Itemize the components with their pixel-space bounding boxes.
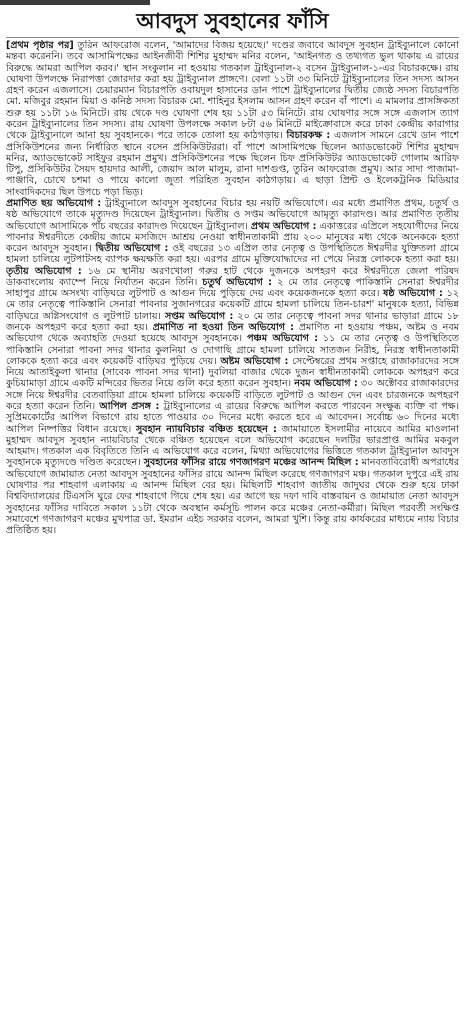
body-text: ১২ মে তার নেতৃত্বে পাকিস্তানি সেনারা পাবনার সুজানগরের কয়েকটি গ্রামে হামলা চালিয়ে তিন-চারশ' মানুষকে হত্যা, বিভিন্ন বাড়িঘরে অগ্নিসংযোগ ও লুটপাট চালায়। <box>6 288 459 322</box>
body-text: তুরিন আফরোজ বলেন, 'আমাদের বিজয় হয়েছে।' দণ্ডের জবাবে আবদুস সুবহান ট্রাইব্যুনালে কোনো মন্তব্য করেননি। তবে আসামিপক্ষের আইনজীবী শিশির মুহাম্মদ মনির বলেন, 'আইনগত ও তথ্যগত ভুল থাকায় এ রায়ের বিরুদ্ধে আমরা আপিল করব।' স্থান সংকুলান না হওয়ায় গতকাল ট্রাইব্যুনাল-২ বসেন ট্রাইব্যুনাল-১-এর বিচারকক্ষে। রায় ঘোষণা উপলক্ষে নিরাপত্তা জোরদার করা হয় ট্রাইব্যুনাল প্রাঙ্গণে। বেলা ১১টা ৩৩ মিনিটে ট্রাইব্যুনালের তিন সদস্য আসন গ্রহণ করেন এজলাসে। চেয়ারম্যান বিচারপতি ওবায়দুল হাসানের ডান পাশে ট্রাইব্যুনালের দ্বিতীয় জ্যেষ্ঠ সদস্য বিচারপতি মো. মজিবুর রহমান মিয়া ও কনিষ্ঠ সদস্য বিচারক মো. শাহিনুর ইসলাম আসন গ্রহণ করেন বাঁ পাশে। এ মামলার প্রাসঙ্গিকতা শুরু হয় ১১টা ১৬ মিনিটে। রায় থেকে দণ্ড ঘোষণা শেষ হয় ১১টা ৫৩ মিনিটে। রায় ঘোষণার সঙ্গে সঙ্গে এজলাস ত্যাগ করেন ট্রাইব্যুনালের তিন সদস্য। রায় ঘোষণা উপলক্ষে সকাল ৮টা ৫৬ মিনিটে মাইক্রোবাসে করে ঢাকা কেন্দ্রীয় কারাগার থেকে ট্রাইব্যুনালে আনা হয় সুবহানকে। পরে তাকে তোলা হয় কাঠগড়ায়। <box>6 40 459 142</box>
body-text: ট্রাইব্যুনালে আবদুস সুবহানের বিচার হয় নয়টি অভিযোগে। এর মধ্যে প্রমাণিত প্রথম, চতুর্থ ও ষষ্ঠ অভিযোগে তাকে মৃত্যুদণ্ড দিয়েছেন ট্রাইব্যুনাল। দ্বিতীয় ও সপ্তম অভিযোগে আমৃত্যু কারাদণ্ড। আর প্রমাণিত তৃতীয় অভিযোগে আসামিকে পাঁচ বছরের কারাদণ্ড দিয়েছেন ট্রাইব্যুনাল। <box>6 197 459 232</box>
body-text: সেপ্টেম্বরের প্রথম সপ্তাহে রাজাকারদের সঙ্গে নিয়ে আতাইকুলা থানার (সাবেক পাবনা সদর থানা) দুবলিয়া বাজার থেকে দুজন স্বাধীনতাকামী লোককে অপহরণ করে কুচিয়ামাড়া গ্রামে একটি মন্দিরের ভিতর নিয়ে গুলি করে হত্যা করেন সুবহান। <box>6 355 459 390</box>
body-text: জামায়াতে ইসলামীর নায়েবে আমির মাওলানা মুহাম্মদ আবদুস সুবহান ন্যায়বিচার থেকে বঞ্চিত হয়েছেন বলে অভিযোগ করেছেন দলটির ভারপ্রাপ্ত আমির মকবুল আহমাদ। গতকাল এক বিবৃতিতে তিনি এ অভিযোগ করে বলেন, মিথ্যা অভিযোগের ভিত্তিতে গতকাল ট্রাইব্যুনাল আবদুস সুবহানকে মৃত্যুদণ্ডে দণ্ডিত করেছেন। <box>6 423 459 469</box>
subheading: নবম অভিযোগ : <box>294 378 358 390</box>
headline-rule <box>6 37 459 38</box>
subheading: প্রথম অভিযোগ : <box>250 220 317 232</box>
subheading: সুবহানের ফাঁসির রায়ে গণজাগরণ মঞ্চের আনন্দ মিছিল : <box>143 457 359 469</box>
body-text: ২ মে তার নেতৃত্বে পাকিস্তানি সেনারা ঈশ্বরদীর সাহাপুর গ্রামে অসংখ্য বাড়িঘরে লুটপাট ও আগুন দিয়ে পুড়িয়ে দেয় এবং কয়েকজনকে হত্যা করে। <box>6 276 459 300</box>
subheading: দ্বিতীয় অভিযোগ : <box>95 243 169 255</box>
subheading: ষষ্ঠ অভিযোগ : <box>383 288 443 300</box>
subheading: [প্রথম পৃষ্ঠার পর] <box>6 40 74 51</box>
subheading: সুবহান ন্যায়বিচার বঞ্চিত হয়েছেন : <box>135 423 277 435</box>
body-text: ওই বছরের ১৩ এপ্রিল তার নেতৃত্ব ও উপস্থিতিতে ঈশ্বরদীর যুক্তিতলা গ্রামে হামলা চালিয়ে লুটপাটসহ ব্যাপক ক্ষয়ক্ষতি করা হয়। এরপর গ্রামে মুক্তিযোদ্ধাদের না পেয়ে নিরস্ত্র লোককে হত্যা করা হয়। <box>6 243 459 266</box>
body-text: প্রমাণিত না হওয়ায় পঞ্চম, অষ্টম ও নবম অভিযোগ থেকে অব্যাহতি দেওয়া হয়েছে আবদুস সুবহানকে। <box>6 322 459 345</box>
subheading: পঞ্চম অভিযোগ : <box>247 333 319 345</box>
body-text: মানবতাবিরোধী অপরাধের অভিযোগে জামায়াত নেতা আবদুস সুবহানের ফাঁসির রায়ে আনন্দ মিছিল করেছে গণজাগরণ মঞ্চ। গতকাল দুপুরে এই রায় ঘোষণার পর শাহবাগ এলাকায় এ আনন্দ মিছিল বের হয়। মিছিলটি শাহবাগ জাতীয় জাদুঘর থেকে শুরু হয়ে ঢাকা বিশ্ববিদ্যালয়ের টিএসসি ঘুরে ফের শাহবাগে গিয়ে শেষ হয়। এর আগে ছয় দফা দাবি বাস্তবায়ন ও জামায়াত নেতা আবদুস সুবহানের ফাঁসির দাবিতে সকাল ১১টা থেকে অবস্থান কর্মসূচি পালন করে মঞ্চের নেতা-কর্মীরা। মিছিল পরবর্তী সংক্ষিপ্ত সমাবেশে গণজাগরণ মঞ্চের মুখপাত্র ডা. ইমরান এইচ সরকার বলেন, আমরা খুশি। কিন্তু রায় কার্যকরের মাধ্যমে ন্যায় বিচার প্রতিষ্ঠিত হয়। <box>6 457 459 537</box>
subheading: আপিল প্রসঙ্গ : <box>99 401 160 412</box>
masthead-strip <box>0 0 150 5</box>
body-text: ট্রাইব্যুনালের এ রায়ের বিরুদ্ধে আপিল করতে পারবেন সংক্ষুব্ধ ব্যক্তি বা পক্ষ। সুপ্রিমকোর্টের আপিল বিভাগে রায় হাতে পাওয়ার ৩০ দিনের মধ্যে করতে হবে এ আবেদন। সর্বোচ্চ ৬০ দিনের মধ্যে আপিল নিষ্পত্তির বিধান রয়েছে। <box>6 401 459 435</box>
subheading: প্রমাণিত ছয় অভিযোগ : <box>6 197 102 209</box>
article-paragraph <box>6 198 459 536</box>
subheading: প্রমাণিত না হওয়া তিন অভিযোগ : <box>152 322 294 334</box>
body-text: ২০ মে তার নেতৃত্বে পাবনা সদর থানার ভাড়ারা গ্রামে ১৮ জনকে অপহরণ করে হত্যা করা হয়। <box>6 310 459 334</box>
subheading: তৃতীয় অভিযোগ : <box>6 265 82 277</box>
headline: আবদুস সুবহানের ফাঁসি <box>136 8 329 33</box>
subheading: অষ্টম অভিযোগ : <box>220 355 289 367</box>
article-paragraph <box>6 40 459 198</box>
body-text: ৩০ অক্টোবর রাজাকারদের সঙ্গে নিয়ে ঈশ্বরদীর বেতবাড়িয়া গ্রামে হামলা চালিয়ে কয়েকটি বাড়িতে লুটপাট ও আগুন দেন এবং চারজনকে অপহরণ করে হত্যা করেন তিনি। <box>6 378 459 412</box>
subheading: বিচারকক্ষ : <box>286 130 331 142</box>
body-text: একাত্তরের এপ্রিলে সহযোগীদের নিয়ে পাবনার ঈশ্বরদীতে কেন্দ্রীয় জামে মসজিদে আশ্রয় নেওয়া স্বাধীনতাকামী প্রায় ২০০ মানুষের মধ্য থেকে অনেককে হত্যা করেন আবদুস সুবহান। <box>6 220 459 255</box>
body-text: এজলাস সামনে রেখে ডান পাশে প্রসিকিউশনের জন্য নির্ধারিত স্থানে বসেন প্রসিকিউটররা। বাঁ পাশে আসামিপক্ষে ছিলেন অ্যাডভোকেট শিশির মুহাম্মদ মনির, অ্যাডভোকেট সাইফুর রহমান প্রমুখ। প্রসিকিউশনের পক্ষে ছিলেন চিফ প্রসিকিউটর অ্যাডভোকেট গোলাম আরিফ টিপু, প্রসিকিউটর সৈয়দ হায়দার আলী, জেয়াদ আল মালুম, রানা দাশগুপ্ত, তুরিন আফরোজ প্রমুখ। আর সাদা পাজামা-পাঞ্জাবি, চোখে চশমা ও পায়ে কালো জুতা পরিহিত সুবহান কাঠগড়ায়। এ ছাড়া প্রিন্ট ও ইলেকট্রনিক মিডিয়ার সাংবাদিকদের ছিল উপচে পড়া ভিড়। <box>6 130 459 198</box>
subheading: সপ্তম অভিযোগ : <box>164 310 234 322</box>
body-text: ১১ মে তার নেতৃত্ব ও উপস্থিতিতে পাকিস্তানি সেনারা পাবনা সদর থানার কুলনিয়া ও দোগাছি গ্রামে হামলা চালিয়ে সাতজন নিরীহ, নিরস্ত্র স্বাধীনতাকামী লোককে হত্যা করে এবং কয়েকটি বাড়িঘর পুড়িয়ে দেয়। <box>6 333 459 367</box>
article-body <box>6 40 459 1028</box>
body-text: ১৬ মে স্থানীয় অরণখোলা গরুর হাট থেকে দুজনকে অপহরণ করে ঈশ্বরদীতে জেলা পরিষদ ডাকবাংলোয় ক্যাম্পে নিয়ে নির্যাতন করেন তিনি। <box>6 265 459 288</box>
subheading: চতুর্থ অভিযোগ : <box>202 276 273 288</box>
